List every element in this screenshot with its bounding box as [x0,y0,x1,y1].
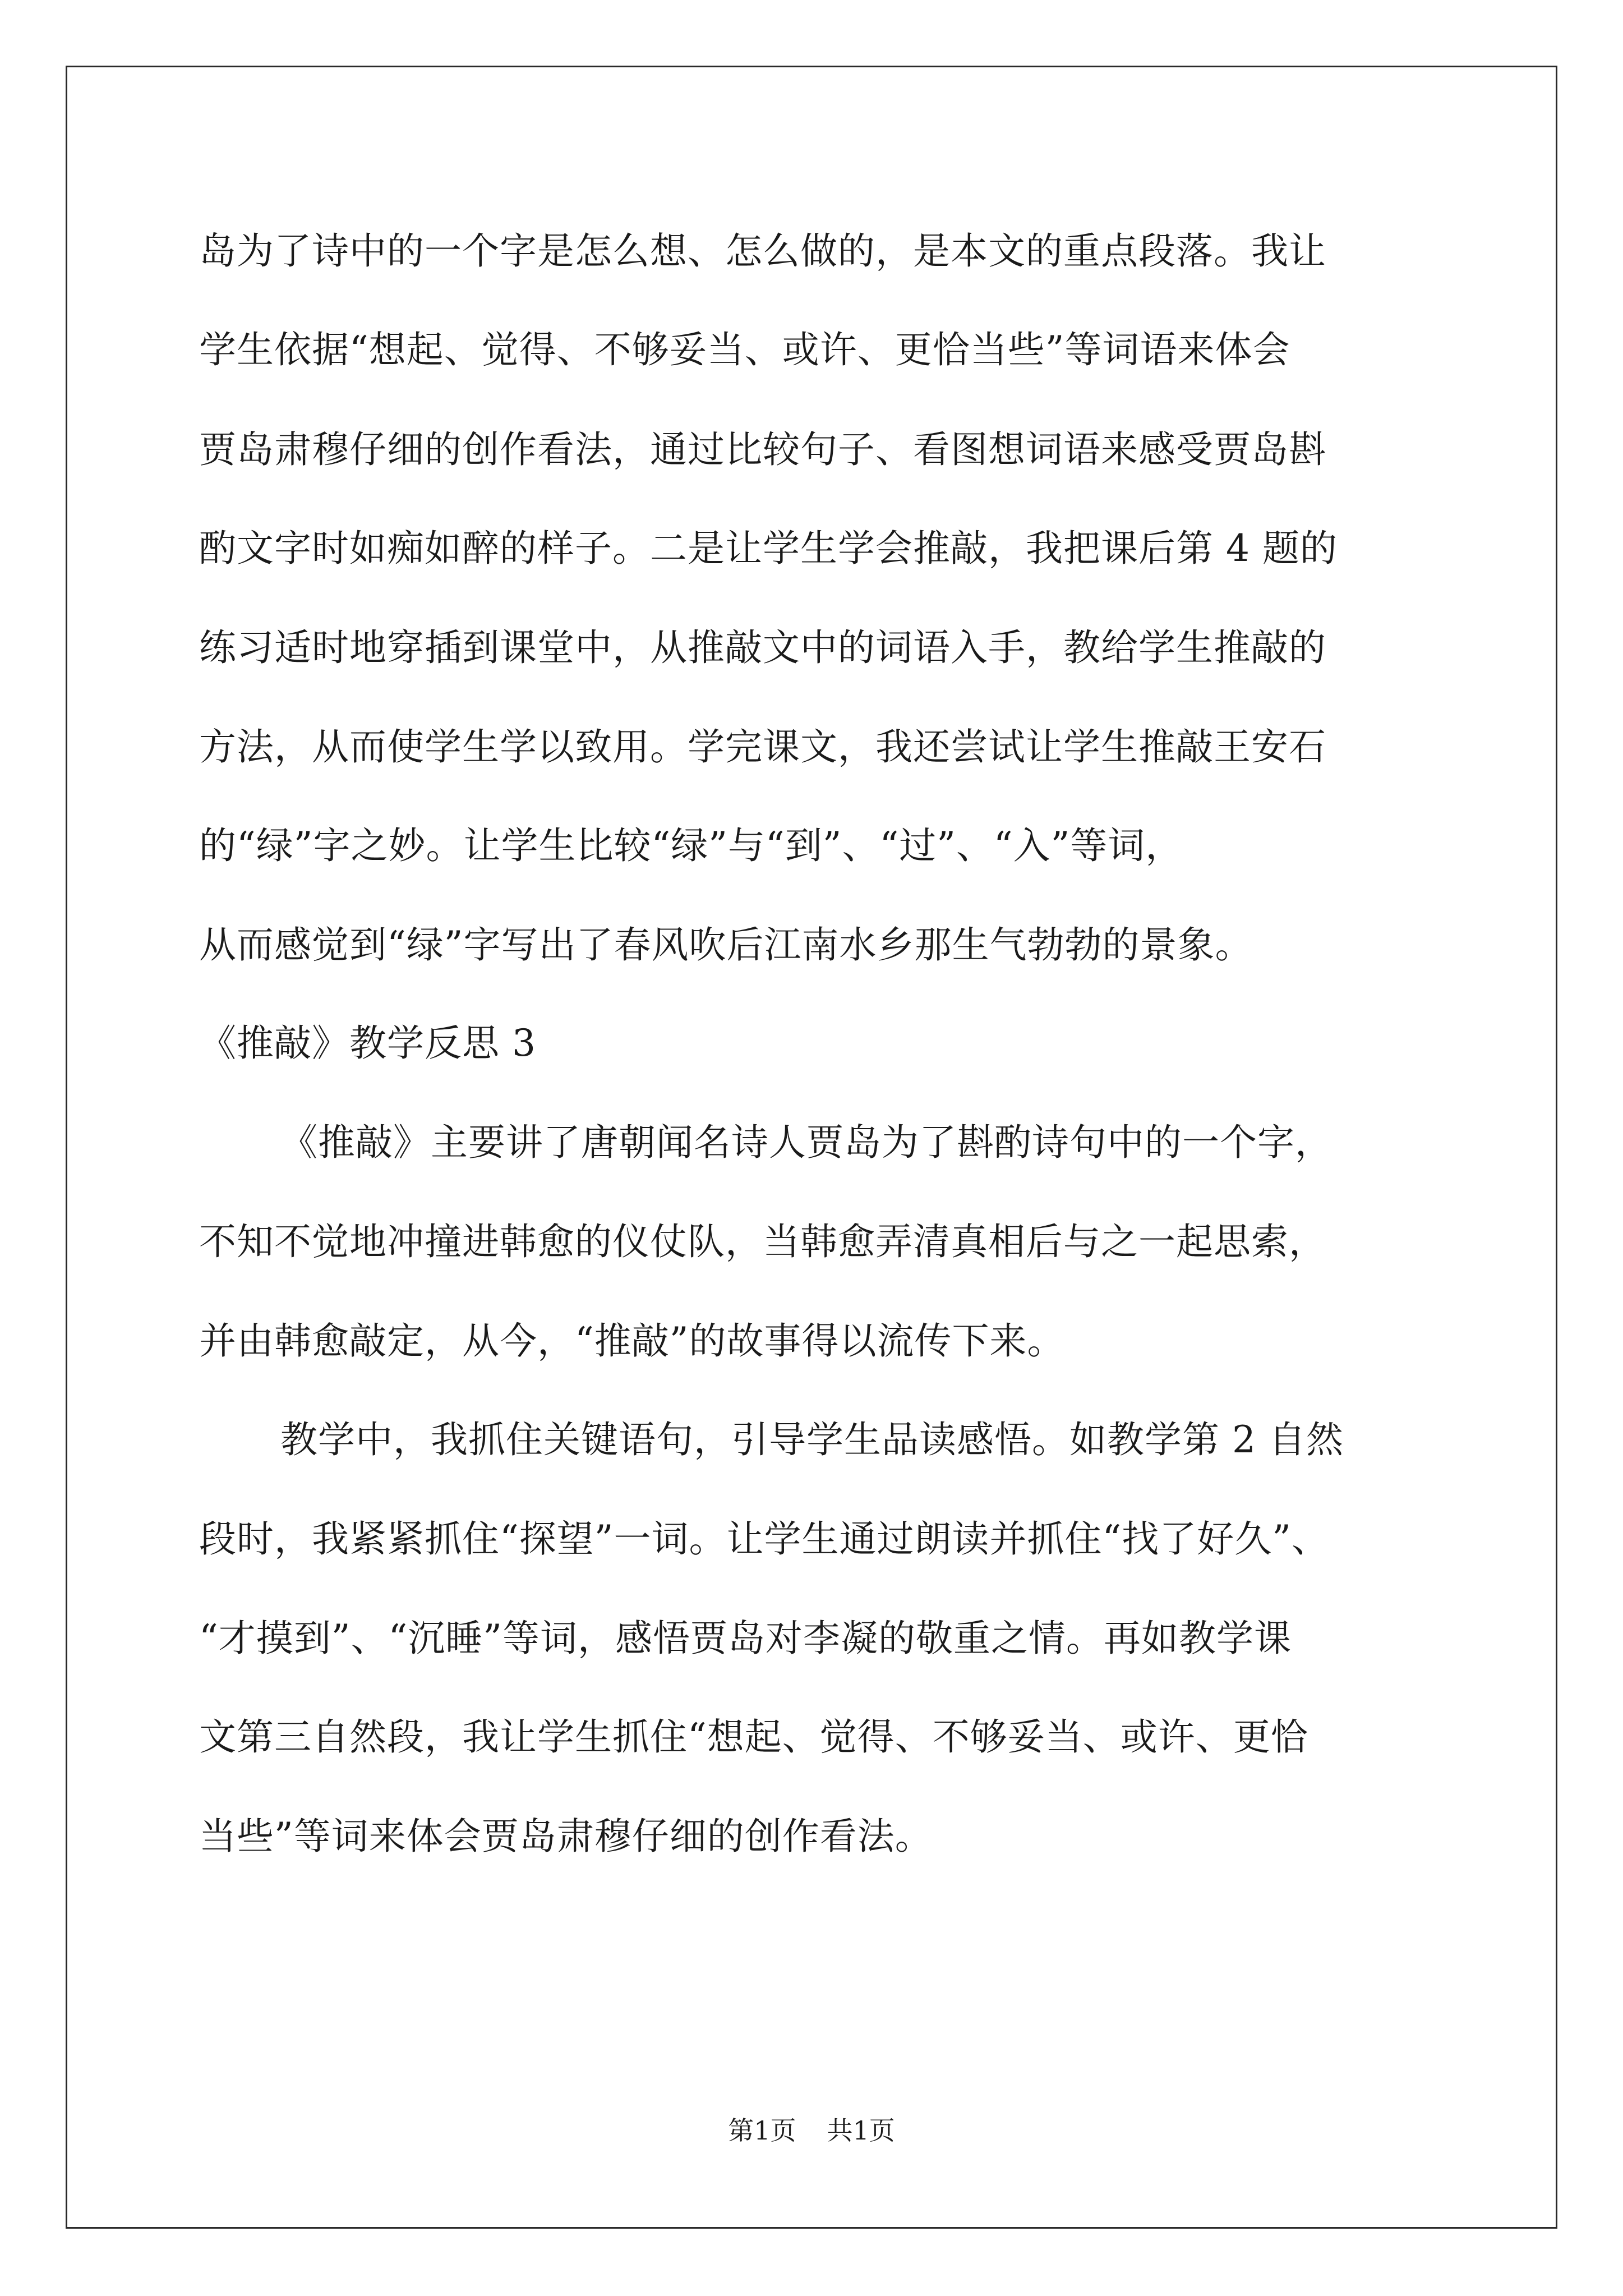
paragraph-3-line-1: 教学中，我抓住关键语句，引导学生品读感悟。如教学第 2 自然 [280,1418,1344,1461]
paragraph-3-line-5: 当些”等词来体会贾岛肃穆仔细的创作看法。 [199,1815,933,1858]
paragraph-3-line-3: “才摸到”、“沉睡”等词，感悟贾岛对李凝的敬重之情。再如教学课 [199,1617,1292,1660]
paragraph-1-line-8: 从而感觉到“绿”字写出了春风吹后江南水乡那生气勃勃的景象。 [199,923,1253,967]
paragraph-2-line-3: 并由韩愈敲定，从今，“推敲”的故事得以流传下来。 [199,1319,1065,1363]
section-heading: 《推敲》教学反思 3 [199,1022,536,1065]
paragraph-2-line-1: 《推敲》主要讲了唐朝闻名诗人贾岛为了斟酌诗句中的一个字， [280,1121,1332,1164]
page-footer [0,2114,1623,2147]
page-number-total: 共1页 [827,2115,895,2146]
paragraph-1-line-4: 酌文字时如痴如醉的样子。二是让学生学会推敲，我把课后第 4 题的 [199,527,1338,570]
paragraph-1-line-6: 方法，从而使学生学以致用。学完课文，我还尝试让学生推敲王安石 [199,725,1326,769]
paragraph-2-line-2: 不知不觉地冲撞进韩愈的仪仗队，当韩愈弄清真相后与之一起思索， [199,1220,1326,1263]
paragraph-1-line-5: 练习适时地穿插到课堂中，从推敲文中的词语入手，教给学生推敲的 [199,626,1326,669]
paragraph-1-line-3: 贾岛肃穆仔细的创作看法，通过比较句子、看图想词语来感受贾岛斟 [199,428,1326,471]
paragraph-1-line-2: 学生依据“想起、觉得、不够妥当、或许、更恰当些”等词语来体会 [199,328,1290,371]
paragraph-3-line-4: 文第三自然段，我让学生抓住“想起、觉得、不够妥当、或许、更恰 [199,1715,1308,1759]
paragraph-3-line-2: 段时，我紧紧抓住“探望”一词。让学生通过朗读并抓住“找了好久”、 [199,1517,1329,1561]
page-number-current: 第1页 [728,2115,796,2146]
paragraph-1-line-7: 的“绿”字之妙。让学生比较“绿”与“到”、“过”、“入”等词， [199,824,1183,867]
paragraph-1-line-1: 岛为了诗中的一个字是怎么想、怎么做的，是本文的重点段落。我让 [199,229,1326,273]
